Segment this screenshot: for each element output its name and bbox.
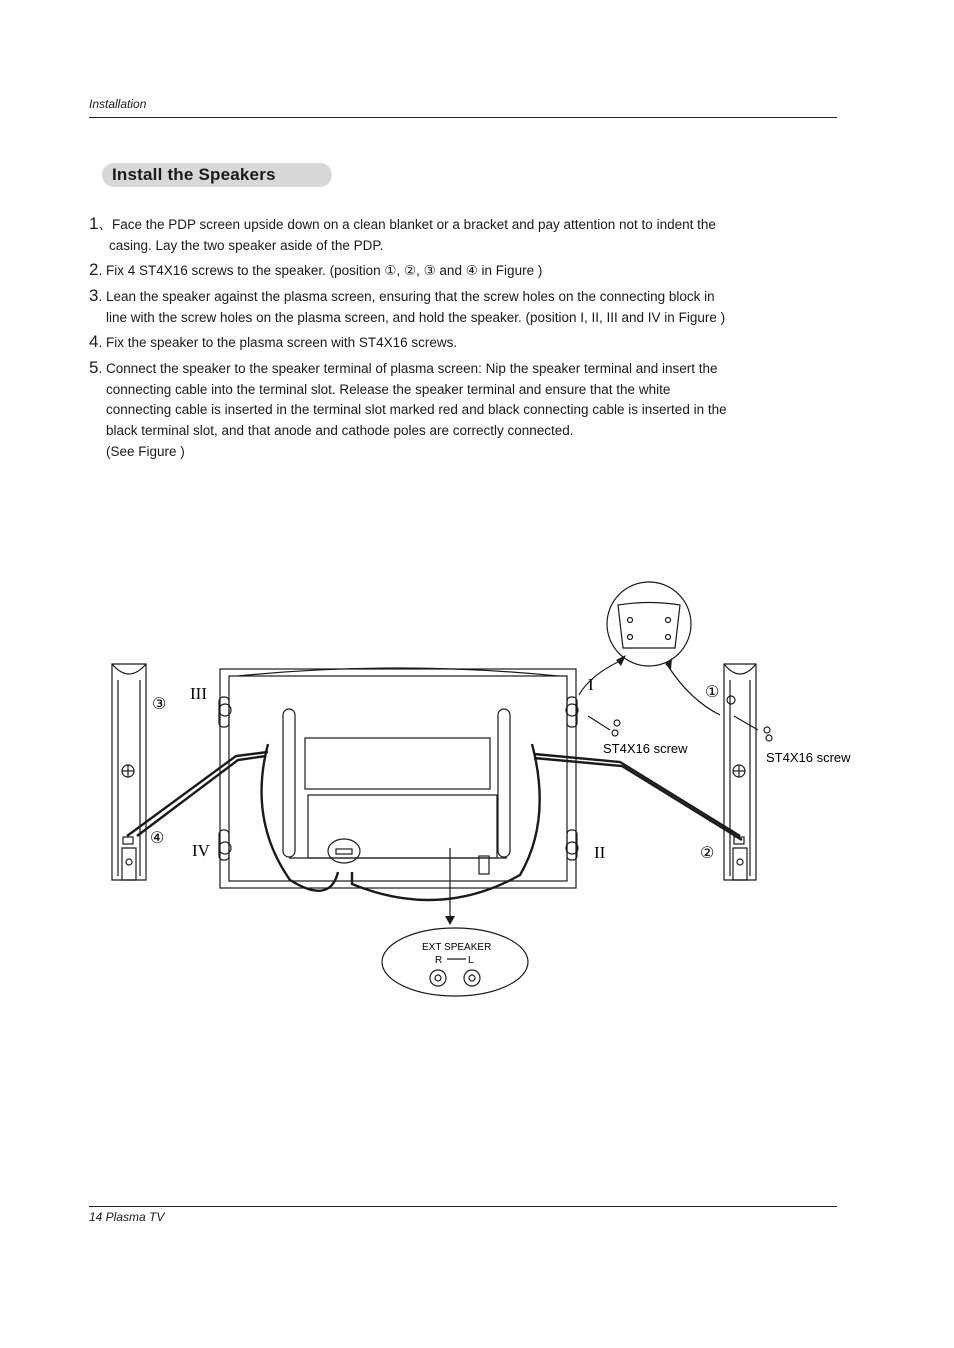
page-footer: 14 Plasma TV xyxy=(89,1210,165,1224)
footer-rule xyxy=(89,1206,837,1207)
step-text: Fix the speaker to the plasma screen with ST4X16 screws. xyxy=(102,335,458,350)
terminal-r-label: R xyxy=(435,955,443,966)
step-sep: . xyxy=(98,263,103,278)
roman-label-2: II xyxy=(594,843,606,862)
roman-label-4: IV xyxy=(192,841,210,860)
position-label-4: ④ xyxy=(150,830,165,847)
step-5-line-2: connecting cable into the terminal slot. Release the speaker terminal and ensure that the white xyxy=(106,382,671,397)
speaker-cables xyxy=(127,744,742,900)
step-number: 5 xyxy=(89,358,99,377)
step-number: 4 xyxy=(89,332,99,351)
step-sep: . xyxy=(98,335,103,350)
roman-label-3: III xyxy=(190,684,207,703)
step-5-line-5: (See Figure ) xyxy=(106,444,185,459)
terminal-title: EXT SPEAKER xyxy=(422,942,492,953)
terminal-l-label: L xyxy=(468,955,474,966)
step-3-line-2: line with the screw holes on the plasma screen, and hold the speaker. (position I, II, III and IV in Figure ) xyxy=(106,310,726,325)
step-5-line-3: connecting cable is inserted in the terminal slot marked red and black connecting cable is inserted in the xyxy=(106,402,727,417)
screw-label-right: ST4X16 screw xyxy=(766,750,851,765)
position-label-3: ③ xyxy=(152,696,167,713)
step-number: 1 xyxy=(89,214,99,233)
roman-label-1: I xyxy=(588,675,594,694)
step-5-line-4: black terminal slot, and that anode and cathode poles are correctly connected. xyxy=(106,423,574,438)
screw-icons xyxy=(588,716,772,741)
screw-label-left: ST4X16 screw xyxy=(603,741,688,756)
step-sep: . xyxy=(98,289,103,304)
step-text: Connect the speaker to the speaker terminal of plasma screen: Nip the speaker terminal and insert the xyxy=(102,361,718,376)
step-text: Lean the speaker against the plasma screen, ensuring that the screw holes on the connecting block in xyxy=(102,289,715,304)
step-number: 2 xyxy=(89,260,99,279)
right-speaker-illustration xyxy=(724,664,756,880)
step-text: Fix 4 ST4X16 screws to the speaker. (position ①, ②, ③ and ④ in Figure ) xyxy=(102,263,543,278)
position-label-2: ② xyxy=(700,845,715,862)
position-label-1: ① xyxy=(705,684,720,701)
step-sep: 、 xyxy=(98,217,112,232)
bracket-detail xyxy=(579,582,720,715)
plasma-tv-back-illustration xyxy=(219,668,578,888)
step-1-line-2: casing. Lay the two speaker aside of the PDP. xyxy=(109,238,384,253)
section-title: Install the Speakers xyxy=(112,165,276,184)
step-sep: . xyxy=(98,361,103,376)
ext-speaker-terminal xyxy=(382,928,528,996)
left-speaker-illustration xyxy=(112,664,146,880)
section-header: Installation xyxy=(89,97,147,111)
step-number: 3 xyxy=(89,286,99,305)
step-text: Face the PDP screen upside down on a clean blanket or a bracket and pay attention not to indent the xyxy=(111,217,716,232)
